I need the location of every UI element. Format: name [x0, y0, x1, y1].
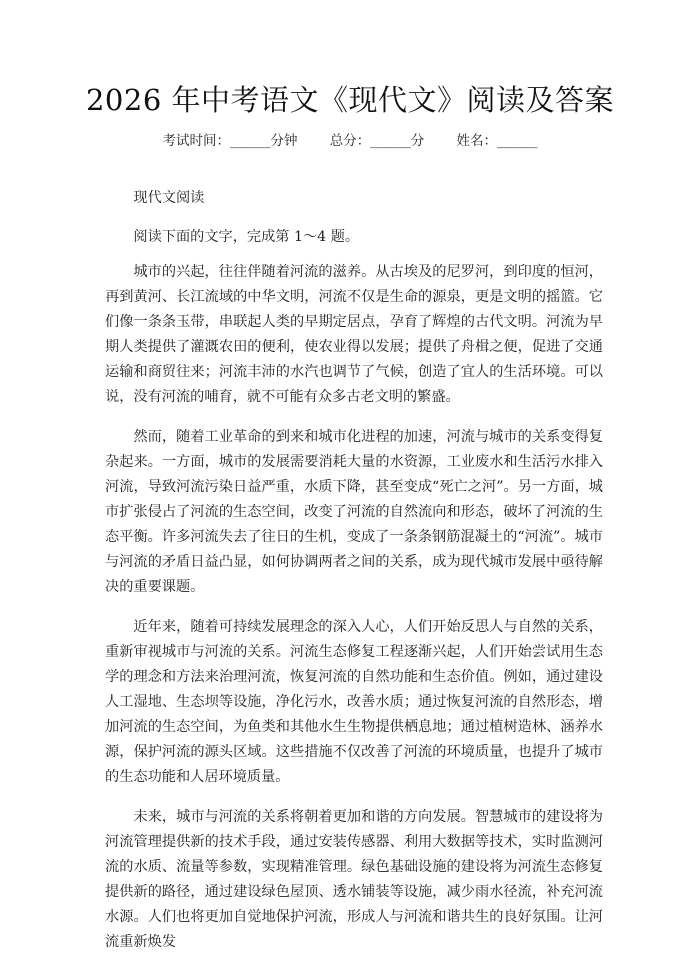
section-heading: 现代文阅读	[133, 190, 205, 206]
paragraph-1: 城市的兴起，往往伴随着河流的滋养。从古埃及的尼罗河，到印度的恒河，再到黄河、长江流域的中华文明，河流不仅是生命的源泉，更是文明的摇篮。它们像一条条玉带，串联起人类的早期定居点，孕育了辉煌的古代文明。河流为早期人类提供了灌溉农田的便利，使农业得以发展；提供了舟楫之便，促进了交通运输和商贸往来；河流丰沛的水汽也调节了气候，创造了宜人的生活环境。可以说，没有河流的哺育，就不可能有众多古老文明的繁盛。	[105, 264, 603, 405]
total-score-field: 总分：______分	[329, 133, 425, 149]
paragraph-4: 未来，城市与河流的关系将朝着更加和谐的方向发展。智慧城市的建设将为河流管理提供新的技术手段，通过安装传感器、利用大数据等技术，实时监测河流的水质、流量等参数，实现精准管理。绿色基础设施的建设将为河流生态修复提供新的路径，通过建设绿色屋顶、透水铺装等设施，减少雨水径流，补充河流水源。人们也将更加自觉地保护河流，形成人与河流和谐共生的良好氛围。让河流重新焕发	[105, 809, 603, 950]
exam-info-line	[0, 130, 700, 152]
exam-time-field: 考试时间：______分钟	[162, 133, 298, 149]
page-title: 2026 年中考语文《现代文》阅读及答案	[85, 83, 615, 117]
name-field: 姓名：______	[456, 133, 538, 149]
paragraph-2: 然而，随着工业革命的到来和城市化进程的加速，河流与城市的关系变得复杂起来。一方面，城市的发展需要消耗大量的水资源，工业废水和生活污水排入河流，导致河流污染日益严重，水质下降，甚至变成“死亡之河”。另一方面，城市扩张侵占了河流的生态空间，改变了河流的自然流向和形态，破坏了河流的生态平衡。许多河流失去了往日的生机，变成了一条条钢筋混凝土的“河流”。城市与河流的矛盾日益凸显，如何协调两者之间的关系，成为现代城市发展中亟待解决的重要课题。	[105, 429, 603, 595]
document-body	[105, 186, 603, 970]
reading-instruction: 阅读下面的文字，完成第 1～4 题。	[133, 229, 360, 245]
paragraph-3: 近年来，随着可持续发展理念的深入人心，人们开始反思人与自然的关系，重新审视城市与河流的关系。河流生态修复工程逐渐兴起，人们开始尝试用生态学的理念和方法来治理河流，恢复河流的自然功能和生态价值。例如，通过建设人工湿地、生态坝等设施，净化污水，改善水质；通过恢复河流的自然形态，增加河流的生态空间，为鱼类和其他水生生物提供栖息地；通过植树造林、涵养水源，保护河流的源头区域。这些措施不仅改善了河流的环境质量，也提升了城市的生态功能和人居环境质量。	[105, 619, 603, 785]
